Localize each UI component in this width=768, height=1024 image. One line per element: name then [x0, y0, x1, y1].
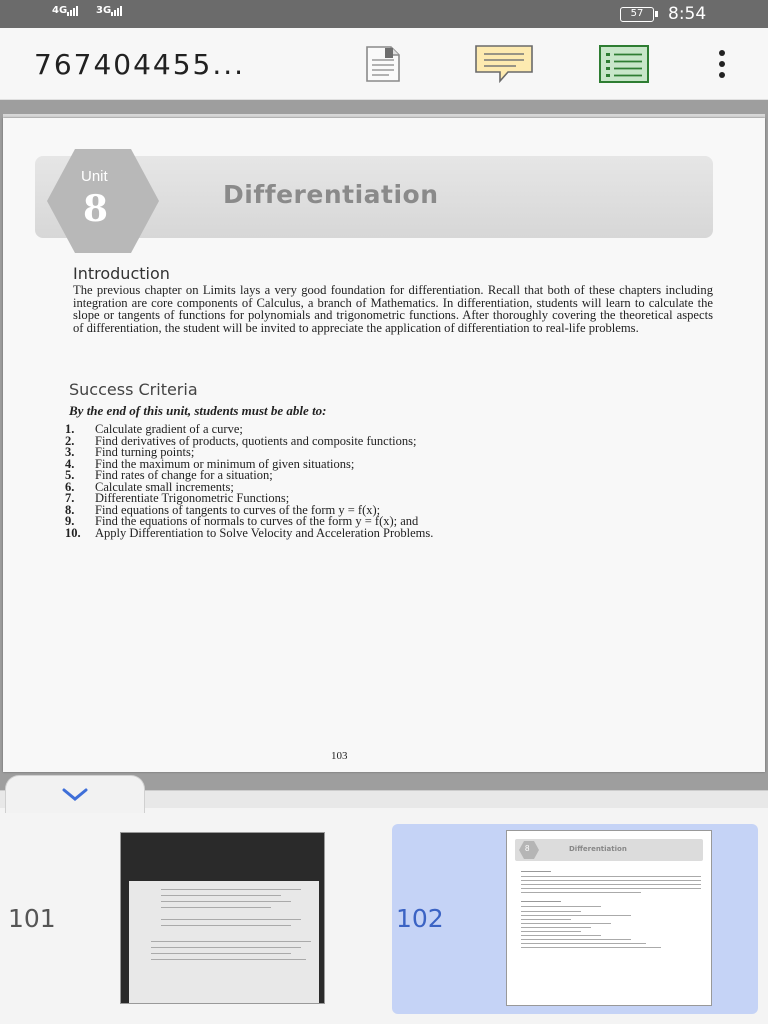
chapter-title: Differentiation	[223, 180, 439, 209]
document-viewer[interactable]	[0, 100, 768, 790]
app-toolbar	[0, 28, 768, 100]
list-item: 9. Find the equations of normals to curves of the form y = f(x); and	[65, 514, 419, 528]
status-bar	[0, 0, 768, 28]
page-view-icon	[361, 44, 405, 84]
criteria-list	[65, 424, 565, 539]
signal-3g-icon	[96, 5, 123, 16]
chevron-down-icon	[60, 787, 90, 803]
network-type-2: 3G	[96, 5, 112, 16]
network-type-1: 4G	[52, 5, 68, 16]
battery-icon: 57	[620, 7, 654, 22]
list-item: 3. Find turning points;	[65, 445, 195, 459]
unit-label: Unit	[81, 168, 108, 185]
thumbnail-page-number: 101	[8, 904, 56, 933]
list-item: 1. Calculate gradient of a curve;	[65, 422, 243, 436]
document-title: 767404455...	[34, 48, 246, 81]
thumbnail-102[interactable]	[392, 824, 758, 1014]
outline-button[interactable]	[596, 42, 652, 86]
unit-number: 8	[83, 188, 109, 230]
thumbnail-unit-number: 8	[525, 844, 530, 853]
list-item: 2. Find derivatives of products, quotients and composite functions;	[65, 433, 417, 448]
list-item: 8. Find equations of tangents to curves of the form y = f(x);	[65, 502, 381, 517]
list-item: 7. Differentiate Trigonometric Functions;	[65, 491, 290, 505]
page-view-button[interactable]	[355, 42, 411, 86]
comment-icon	[474, 44, 536, 84]
signal-4g-icon	[52, 5, 79, 16]
introduction-heading: Introduction	[73, 264, 170, 283]
outline-icon	[598, 44, 650, 84]
thumbnail-image	[120, 832, 325, 1004]
criteria-intro: By the end of this unit, students must be able to:	[69, 403, 327, 418]
thumbnail-page-number: 102	[396, 904, 444, 933]
comment-button[interactable]	[474, 42, 536, 86]
introduction-text: The previous chapter on Limits lays a very good foundation for differentiation. Recall that both of these chapters including integration are core components of Calculus, a branch of Mathematics. In differentiation, students will learn to calculate the slope or tangents of functions for polynomials and trigonometric functions. After thoroughly covering the theoretical aspects of differentiation, the student will be invited to appreciate the application of differentiation to real-life problems.	[73, 283, 713, 335]
clock: 8:54	[668, 4, 707, 24]
success-criteria-heading: Success Criteria	[69, 380, 198, 399]
list-item: 5. Find rates of change for a situation;	[65, 468, 273, 482]
list-item: 10. Apply Differentiation to Solve Velocity and Acceleration Problems.	[65, 525, 434, 540]
thumbnail-image	[506, 830, 712, 1006]
thumbnail-title: Differentiation	[569, 845, 627, 853]
thumbnail-101[interactable]	[0, 824, 340, 1014]
more-options-button[interactable]	[704, 48, 740, 80]
list-item: 4. Find the maximum or minimum of given situations;	[65, 456, 355, 471]
page-number: 103	[331, 750, 348, 762]
collapse-thumbnails-button[interactable]	[5, 775, 145, 813]
page-103	[3, 118, 765, 772]
list-item: 6. Calculate small increments;	[65, 479, 234, 494]
more-options-icon	[719, 50, 725, 56]
